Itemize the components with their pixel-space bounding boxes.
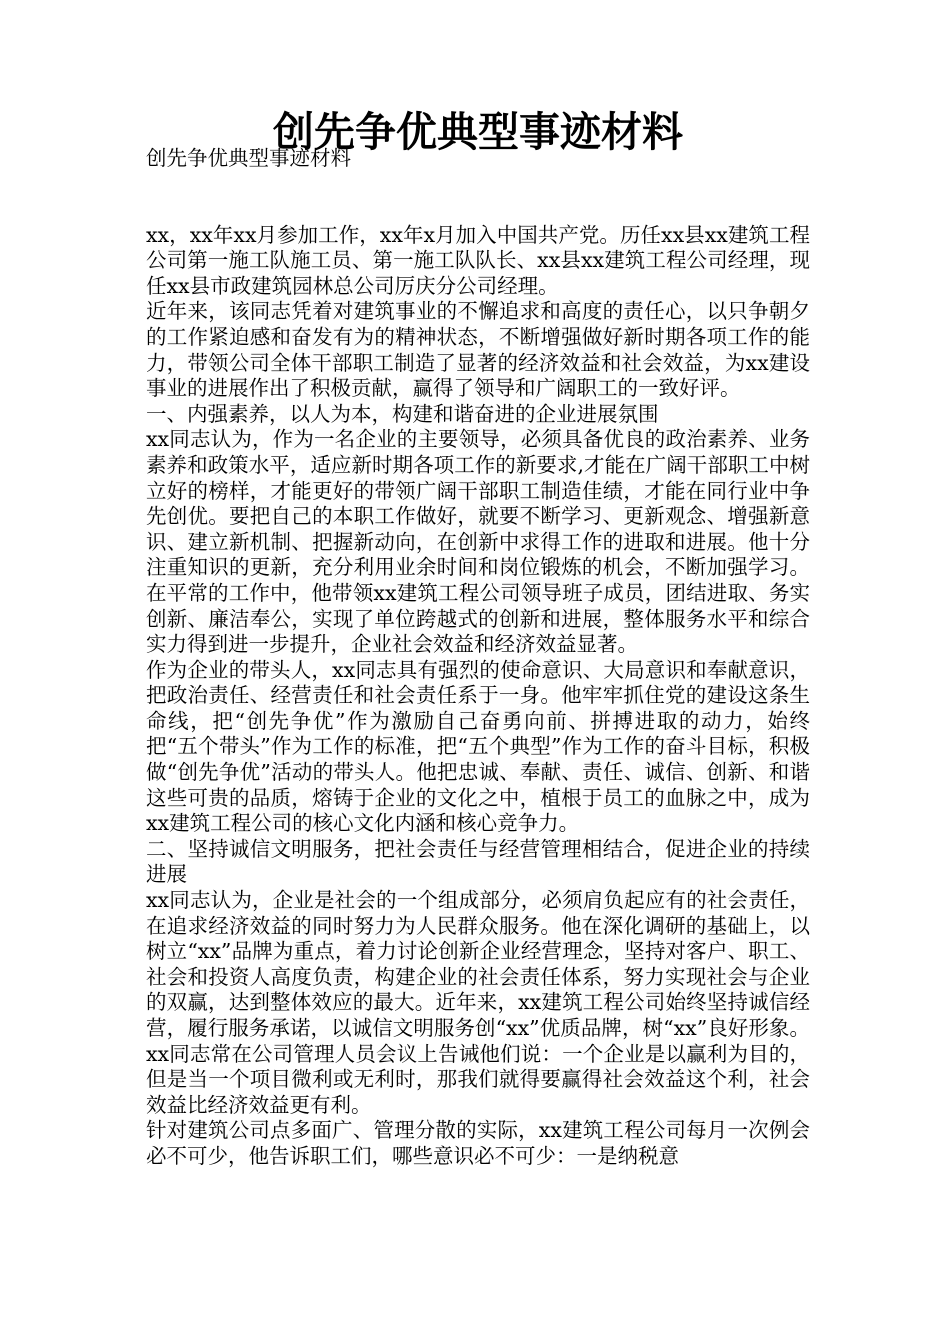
section-heading-2: 二、坚持诚信文明服务，把社会责任与经营管理相结合，促进企业的持续进展 bbox=[146, 836, 810, 887]
paragraph-section2-a: xx同志认为，企业是社会的一个组成部分，必须肩负起应有的社会责任，在追求经济效益的同时努力为人民群众服务。他在深化调研的基础上，以树立“xx”品牌为重点，着力讨论创新企业经营理念，坚持对客户、职工、社会和投资人高度负责，构建企业的社会责任体系，努力实现社会与企业的双赢，达到整体效应的最大。近年来，xx建筑工程公司始终坚持诚信经营，履行服务承诺，以诚信文明服务创“xx”优质品牌，树“xx”良好形象。xx同志常在公司管理人员会议上告诫他们说：一个企业是以赢利为目的，但是当一个项目微利或无利时，那我们就得要赢得社会效益这个利，社会效益比经济效益更有利。 bbox=[146, 888, 810, 1117]
paragraph-section1-a: xx同志认为，作为一名企业的主要领导，必须具备优良的政治素养、业务素养和政策水平，适应新时期各项工作的新要求,才能在广阔干部职工中树立好的榜样，才能更好的带领广阔干部职工制造佳绩，才能在同行业中争先创优。要把自己的本职工作做好，就要不断学习、更新观念、增强新意识、建立新机制、把握新动向，在创新中求得工作的进取和进展。他十分注重知识的更新，充分利用业余时间和岗位锻炼的机会，不断加强学习。在平常的工作中，他带领xx建筑工程公司领导班子成员，团结进取、务实创新、廉洁奉公，实现了单位跨越式的创新和进展，整体服务水平和综合实力得到进一步提升，企业社会效益和经济效益显著。 bbox=[146, 427, 810, 657]
document-page bbox=[146, 108, 810, 1170]
document-title: 创先争优典型事迹材料 bbox=[273, 108, 683, 156]
document-subtitle: 创先争优典型事迹材料 bbox=[146, 146, 351, 170]
section-heading-1: 一、内强素养，以人为本，构建和谐奋进的企业进展氛围 bbox=[146, 401, 659, 426]
paragraph-section2-b: 针对建筑公司点多面广、管理分散的实际，xx建筑工程公司每月一次例会必不可少，他告诉职工们，哪些意识必不可少：一是纳税意 bbox=[146, 1118, 810, 1168]
paragraph-section1-b: 作为企业的带头人，xx同志具有强烈的使命意识、大局意识和奉献意识，把政治责任、经营责任和社会责任系于一身。他牢牢抓住党的建设这条生命线，把“创先争优”作为激励自己奋勇向前、拼搏进取的动力，始终把“五个带头”作为工作的标准，把“五个典型”作为工作的奋斗目标，积极做“创先争优”活动的带头人。他把忠诚、奉献、责任、诚信、创新、和谐这些可贵的品质，熔铸于企业的文化之中，植根于员工的血脉之中，成为xx建筑工程公司的核心文化内涵和核心竞争力。 bbox=[146, 657, 810, 836]
paragraph-intro: xx，xx年xx月参加工作，xx年x月加入中国共产党。历任xx县xx建筑工程公司第一施工队施工员、第一施工队队长、xx县xx建筑工程公司经理，现任xx县市政建筑园林总公司厉庆分公司经理。 bbox=[146, 222, 810, 298]
paragraph-summary: 近年来，该同志凭着对建筑事业的不懈追求和高度的责任心，以只争朝夕的工作紧迫感和奋发有为的精神状态，不断增强做好新时期各项工作的能力，带领公司全体干部职工制造了显著的经济效益和社会效益，为xx建设事业的进展作出了积极贡献，赢得了领导和广阔职工的一致好评。 bbox=[146, 299, 810, 401]
blank-line bbox=[146, 172, 810, 223]
